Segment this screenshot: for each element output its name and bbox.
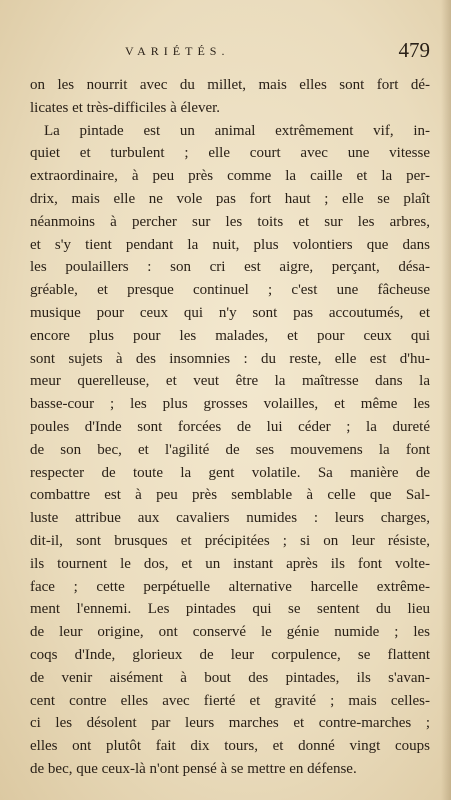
- text-line: ment l'ennemi. Les pintades qui se sentent du lieu: [30, 601, 430, 618]
- page-header: [30, 40, 430, 70]
- text-line: La pintade est un animal extrêmement vif, in-: [44, 122, 430, 139]
- text-line: ci les désolent par leurs marches et contre-marches ;: [30, 715, 430, 732]
- text-line: de venir aisément à bout des pintades, ils s'avan-: [30, 669, 430, 686]
- text-line: ils tournent le dos, et un instant après ils font volte-: [30, 555, 430, 572]
- text-line: face ; cette perpétuelle alternative harcelle extrême-: [30, 578, 430, 595]
- text-line: poules d'Inde sont forcées de lui céder ; la dureté: [30, 418, 430, 435]
- text-line: les poulaillers : son cri est aigre, perçant, désa-: [30, 259, 430, 276]
- text-line: cent contre elles avec fierté et gravité ; mais celles-: [30, 692, 430, 709]
- text-line: elles ont plutôt fait dix tours, et donné vingt coups: [30, 738, 430, 755]
- running-head: VARIÉTÉS.: [125, 44, 230, 58]
- text-line: coqs d'Inde, glorieux de leur corpulence, se flattent: [30, 646, 430, 663]
- text-line: musique pour ceux qui n'y sont pas accoutumés, et: [30, 304, 430, 321]
- text-line: basse-cour ; les plus grosses volailles, et même les: [30, 396, 430, 413]
- page-number: 479: [398, 38, 430, 62]
- text-line: luste attribue aux cavaliers numides : leurs charges,: [30, 510, 430, 527]
- text-line: de bec, que ceux-là n'ont pensé à se mettre en défense.: [30, 760, 357, 777]
- text-line: on les nourrit avec du millet, mais elles sont fort dé-: [30, 77, 430, 93]
- text-line: meur querelleuse, et veut être la maîtresse dans la: [30, 373, 430, 390]
- text-line: drix, mais elle ne vole pas fort haut ; elle se plaît: [30, 190, 430, 207]
- text-line: extraordinaire, à peu près comme la caille et la per-: [30, 168, 430, 185]
- text-line: et s'y tient pendant la nuit, plus volontiers que dans: [30, 236, 430, 253]
- text-line: combattre est à peu près semblable à celle que Sal-: [30, 487, 430, 504]
- text-line: de leur origine, ont conservé le génie numide ; les: [30, 624, 430, 641]
- text-line: encore plus pour les malades, et pour ceux qui: [30, 327, 430, 344]
- body-text: [30, 74, 430, 781]
- text-line: respecter de toute la gent volatile. Sa manière de: [30, 464, 430, 481]
- text-line: dit-il, sont brusques et précipitées ; si on leur résiste,: [30, 532, 430, 549]
- text-line: de son bec, et l'agilité de ses mouvemens la font: [30, 441, 430, 458]
- text-line: gréable, et presque continuel ; c'est une fâcheuse: [30, 282, 430, 299]
- text-line: quiet et turbulent ; elle court avec une vitesse: [30, 145, 430, 162]
- text-line: licates et très-difficiles à élever.: [30, 99, 221, 116]
- text-line: sont sujets à des insomnies : du reste, elle est d'hu-: [30, 350, 430, 367]
- text-line: néanmoins à percher sur les toits et sur les arbres,: [30, 213, 430, 230]
